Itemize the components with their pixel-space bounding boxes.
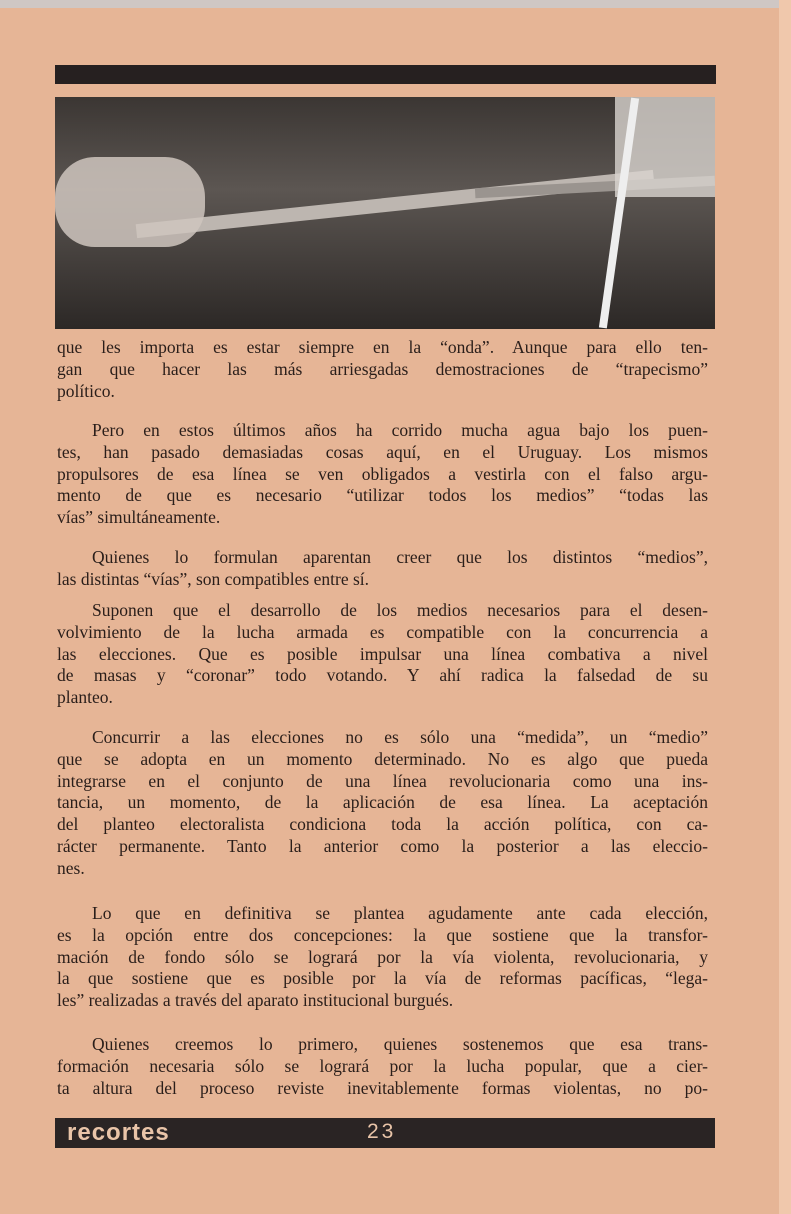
paragraph <box>57 420 708 529</box>
text-line: tancia, un momento, de la aplicación de esa línea. La aceptación <box>57 792 708 813</box>
paragraph <box>57 600 708 709</box>
text-line: integrarse en el conjunto de una línea revolucionaria como una ins- <box>57 770 708 791</box>
text-line: ta altura del proceso reviste inevitablemente formas violentas, no po- <box>57 1077 708 1098</box>
text-line: vías” simultáneamente. <box>57 507 221 528</box>
text-line: las elecciones. Que es posible impulsar una línea combativa a nivel <box>57 643 708 664</box>
text-line: gan que hacer las más arriesgadas demostraciones de “trapecismo” <box>57 358 708 379</box>
text-line: planteo. <box>57 687 113 708</box>
page-edge <box>779 0 791 1214</box>
text-line: mación de fondo sólo se logrará por la vía violenta, revolucionaria, y <box>57 946 708 967</box>
page-number: 23 <box>367 1120 397 1143</box>
text-line: de masas y “coronar” todo votando. Y ahí radica la falsedad de su <box>57 665 708 686</box>
paragraph <box>57 337 708 402</box>
text-line: volvimiento de la lucha armada es compatible con la concurrencia a <box>57 621 708 642</box>
magazine-title: recortes <box>67 1119 170 1146</box>
text-line: Quienes creemos lo primero, quienes sostenemos que esa trans- <box>92 1034 708 1054</box>
photo-rifle <box>55 97 715 329</box>
text-line: nes. <box>57 857 85 878</box>
text-line: mento de que es necesario “utilizar todos los medios” “todas las <box>57 485 708 506</box>
text-line: que les importa es estar siempre en la “onda”. Aunque para ello ten- <box>57 337 708 357</box>
text-line: que se adopta en un momento determinado. No es algo que pueda <box>57 748 708 769</box>
scan-border <box>0 0 791 8</box>
header-bar <box>55 65 716 84</box>
text-line: del planteo electoralista condiciona toda la acción política, con ca- <box>57 814 708 835</box>
text-line: Pero en estos últimos años ha corrido mucha agua bajo los puen- <box>92 420 708 440</box>
footer-bar <box>55 1118 715 1148</box>
text-line: propulsores de esa línea se ven obligados a vestirla con el falso argu- <box>57 463 708 484</box>
text-line: político. <box>57 380 115 401</box>
paragraph <box>57 727 708 880</box>
text-line: tes, han pasado demasiadas cosas aquí, en el Uruguay. Los mismos <box>57 441 708 462</box>
text-line: es la opción entre dos concepciones: la que sostiene que la transfor- <box>57 924 708 945</box>
text-line: formación necesaria sólo se logrará por la lucha popular, que a cier- <box>57 1055 708 1076</box>
text-line: rácter permanente. Tanto la anterior como la posterior a las eleccio- <box>57 835 708 856</box>
paragraph <box>57 903 708 1012</box>
text-line: Concurrir a las elecciones no es sólo una “medida”, un “medio” <box>92 727 708 747</box>
text-line: Suponen que el desarrollo de los medios necesarios para el desen- <box>92 600 708 620</box>
paragraph <box>57 1034 708 1099</box>
text-line: las distintas “vías”, son compatibles entre sí. <box>57 568 370 589</box>
paragraph <box>57 547 708 591</box>
text-line: la que sostiene que es posible por la vía de reformas pacíficas, “lega- <box>57 968 708 989</box>
text-line: Quienes lo formulan aparentan creer que los distintos “medios”, <box>92 547 708 567</box>
text-line: Lo que en definitiva se plantea agudamente ante cada elección, <box>92 903 708 923</box>
text-line: les” realizadas a través del aparato institucional burgués. <box>57 990 454 1011</box>
